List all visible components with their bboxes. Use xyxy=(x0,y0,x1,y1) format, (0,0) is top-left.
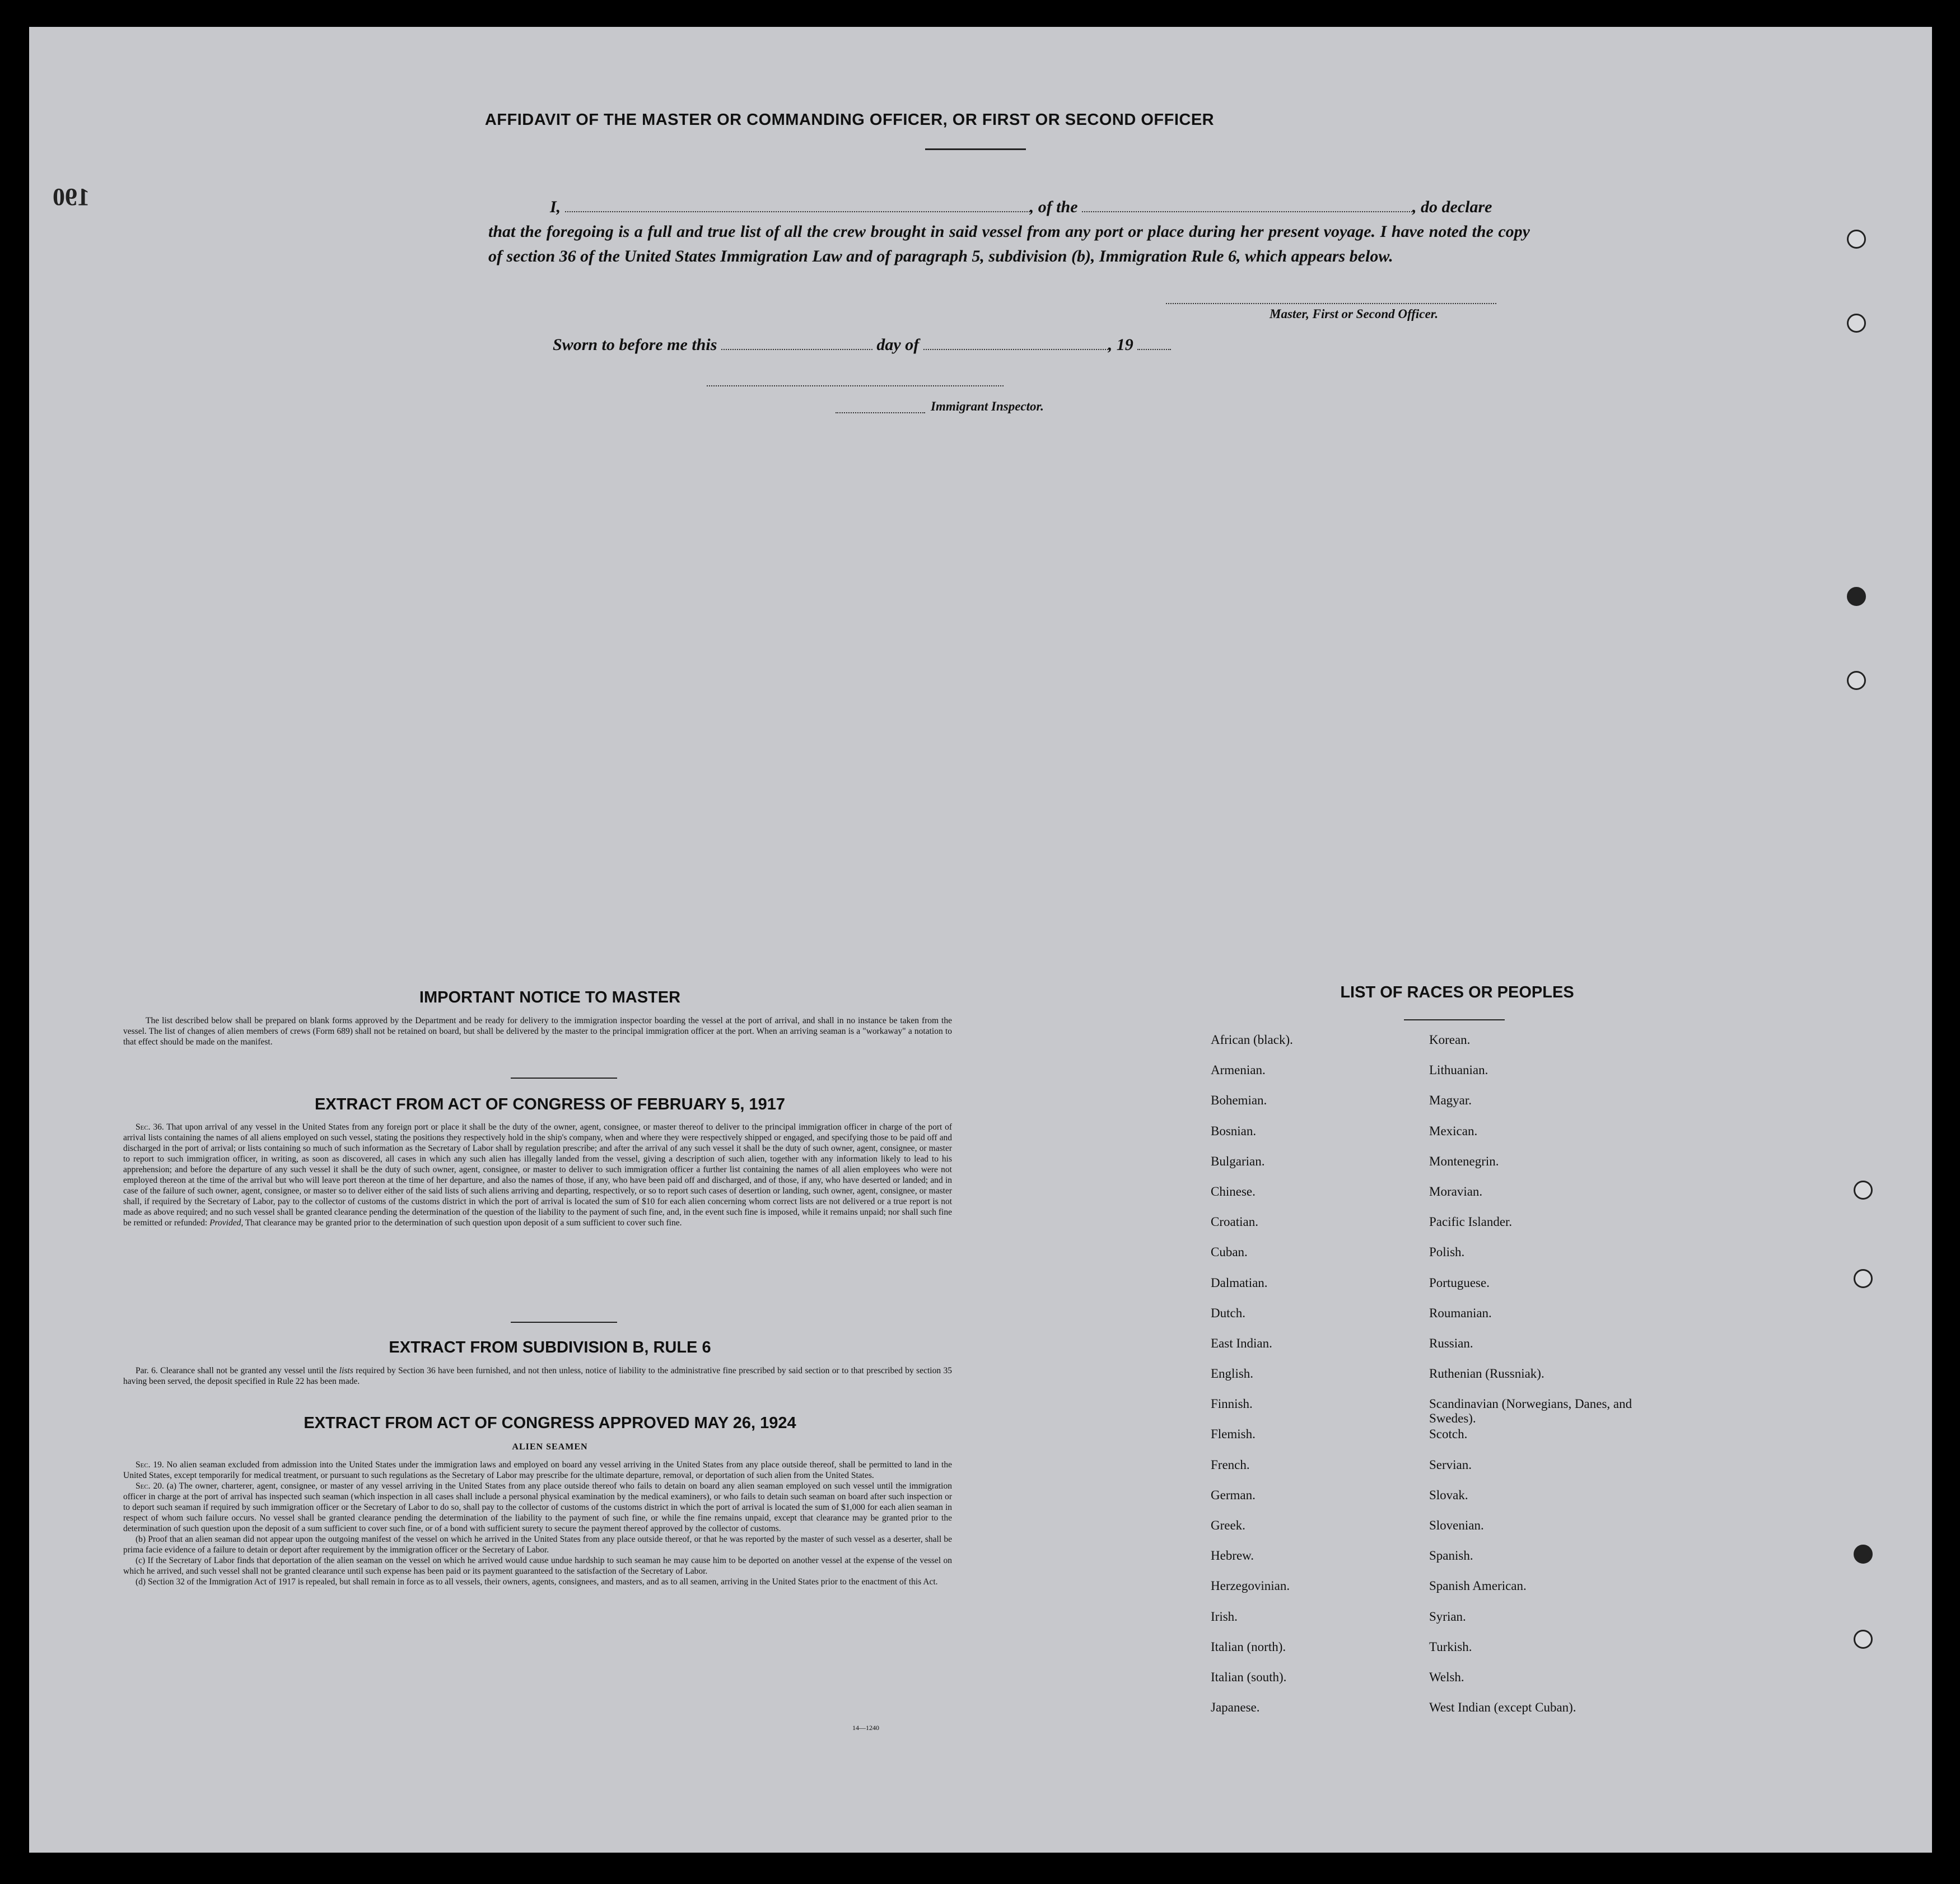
affidavit-title: AFFIDAVIT OF THE MASTER OR COMMANDING OFFICER, OR FIRST OR SECOND OFFICER xyxy=(484,111,1215,129)
affidavit-title-rule xyxy=(925,148,1026,150)
notice-text: The list described below shall be prepared on blank forms approved by the Department and be ready for delivery to the immigration inspector boarding the vessel at the port of arrival, and shall in no instance be taken from the vessel. The list of changes of alien members of crews (Form 689) shall not be retained on board, but shall be delivered by the master to the principal immigration officer at the port. When an arriving seaman is a "workaway" a notation to that effect should be made on the manifest. xyxy=(123,1016,952,1047)
races-title-rule xyxy=(1404,1019,1505,1020)
rule-6-title: EXTRACT FROM SUBDIVISION B, RULE 6 xyxy=(389,1339,711,1356)
race-item: Pacific Islander. xyxy=(1429,1215,1513,1229)
section-20c-text: (c) If the Secretary of Labor finds that deportation of the alien seaman on the vessel on which he arrived would cause undue hardship to such seaman he may cause him to be deported on another vessel at the expense of the vessel on which he arrived, and such vessel shall not be granted clearance until such expense has been paid or its payment guaranteed to the satisfaction of the Secretary of Labor. xyxy=(123,1556,952,1576)
section-36-label: Sec. 36. xyxy=(136,1122,164,1132)
name-blank xyxy=(565,199,1030,212)
race-item: Greek. xyxy=(1211,1518,1245,1532)
rule-6-part-a: Par. 6. Clearance shall not be granted any vessel until the xyxy=(136,1366,337,1375)
race-item: German. xyxy=(1211,1487,1256,1502)
alien-seamen-subtitle: ALIEN SEAMEN xyxy=(512,1442,588,1452)
races-title: LIST OF RACES OR PEOPLES xyxy=(1340,983,1574,1001)
race-item: Irish. xyxy=(1211,1609,1238,1624)
extract-1924-title: EXTRACT FROM ACT OF CONGRESS APPROVED MAY 26, 1924 xyxy=(304,1414,796,1432)
races-column-1 xyxy=(1211,1033,1412,1731)
rule-6-text xyxy=(123,1365,952,1387)
section-20d-text: (d) Section 32 of the Immigration Act of 1917 is repealed, but shall remain in force as to all vessels, their owners, agents, consignees, and masters, and as to all seamen, arriving in the United States prior to the enactment of this Act. xyxy=(136,1577,938,1587)
race-item: French. xyxy=(1211,1457,1250,1472)
race-item: Croatian. xyxy=(1211,1215,1258,1229)
extract-1917-rule xyxy=(511,1322,617,1323)
sworn-line xyxy=(553,333,1281,357)
race-item: Finnish. xyxy=(1211,1397,1253,1411)
race-item: Herzegovinian. xyxy=(1211,1579,1290,1593)
race-item: Roumanian. xyxy=(1429,1305,1492,1320)
race-item: Slovenian. xyxy=(1429,1518,1484,1532)
margin-number: 190 xyxy=(53,183,90,211)
race-item: Mexican. xyxy=(1429,1123,1478,1138)
inspector-label: Immigrant Inspector. xyxy=(931,399,1044,413)
rule-6-lists: lists xyxy=(339,1366,353,1375)
affidavit-i: I, xyxy=(550,198,561,216)
punch-hole xyxy=(1854,1545,1873,1564)
race-item: Bulgarian. xyxy=(1211,1154,1265,1168)
rule-6-part-b: required by Section 36 have been furnished, and not then unless, notice of liability to the administrative fine prescribed by said section or to that prescribed by section 35 having been served, the deposit specified in Rule 22 has been made. xyxy=(123,1366,953,1386)
form-number: 14—1240 xyxy=(852,1724,879,1732)
punch-hole xyxy=(1847,587,1866,606)
race-item: Bosnian. xyxy=(1211,1123,1257,1138)
section-19-body: No alien seaman excluded from admission into the United States under the immigration laws and employed on board any vessel arriving in the United States from any place outside thereof, shall be permitted to land in the United States, except temporarily for medical treatment, or pursuant to such regulations as the Secretary of Labor may prescribe for the ultimate departure, removal, or deportation of such alien from the United States. xyxy=(123,1460,952,1480)
sworn-prefix: Sworn to before me this xyxy=(553,335,717,354)
race-item: Scandinavian (Norwegians, Danes, and Swedes). xyxy=(1429,1397,1632,1426)
notice-body xyxy=(123,1015,952,1047)
section-19-label: Sec. 19. xyxy=(136,1460,164,1470)
rule-6-body xyxy=(123,1365,952,1387)
race-item: Magyar. xyxy=(1429,1093,1472,1108)
race-item: Armenian. xyxy=(1211,1063,1266,1078)
section-36-end: That clearance may be granted prior to the determination of such question upon deposit of a sum sufficient to cover such fine. xyxy=(245,1218,682,1228)
race-item: Chinese. xyxy=(1211,1184,1256,1199)
sworn-day-blank xyxy=(721,337,872,350)
race-item: East Indian. xyxy=(1211,1336,1272,1350)
notice-rule xyxy=(511,1078,617,1079)
race-item: Welsh. xyxy=(1429,1670,1464,1684)
race-item: West Indian (except Cuban). xyxy=(1429,1700,1576,1715)
section-20b-text: (b) Proof that an alien seaman did not appear upon the outgoing manifest of the vessel on which he arrived in the United States from any place outside thereof, or that he was reported by the master of such vessel as a deserter, shall be prima facie evidence of a failure to detain or deport after requirement by the immigration officer or the Secretary of Labor. xyxy=(123,1535,952,1555)
punch-hole xyxy=(1854,1630,1873,1649)
race-item: Hebrew. xyxy=(1211,1549,1254,1563)
inspector-signature-line xyxy=(707,385,1004,386)
sworn-year-blank xyxy=(1137,337,1171,350)
notice-title: IMPORTANT NOTICE TO MASTER xyxy=(419,988,681,1006)
race-item: Scotch. xyxy=(1429,1427,1468,1442)
section-20a-text xyxy=(123,1481,952,1534)
master-label: Master, First or Second Officer. xyxy=(1270,307,1439,321)
race-item: Dutch. xyxy=(1211,1305,1245,1320)
section-20-label: Sec. 20. xyxy=(136,1481,164,1491)
race-item: Montenegrin. xyxy=(1429,1154,1499,1168)
master-signature-line xyxy=(1166,303,1496,304)
punch-hole xyxy=(1847,230,1866,249)
race-item: Slovak. xyxy=(1429,1487,1468,1502)
race-item: Turkish. xyxy=(1429,1639,1472,1654)
sworn-year: , 19 xyxy=(1108,335,1133,354)
affidavit-line-1 xyxy=(488,195,1530,220)
race-item: Spanish American. xyxy=(1429,1579,1527,1593)
punch-hole xyxy=(1847,314,1866,333)
race-item: Ruthenian (Russniak). xyxy=(1429,1367,1544,1381)
section-19-text xyxy=(123,1459,952,1481)
affidavit-body: that the foregoing is a full and true list of all the crew brought in said vessel from any port or place during her present voyage. I have noted the copy of section 36 of the United States Immigration Law and of paragraph 5, subdivision (b), Immigration Rule 6, which appears below. xyxy=(488,222,1530,265)
punch-hole xyxy=(1854,1269,1873,1288)
extract-1917-body xyxy=(123,1122,952,1228)
race-item: English. xyxy=(1211,1367,1254,1381)
inspector-sub-line xyxy=(836,412,925,413)
sworn-day-of: day of xyxy=(876,335,920,354)
race-item: Portuguese. xyxy=(1429,1275,1490,1290)
section-20a-body: (a) The owner, charterer, agent, consignee, or master of any vessel arriving in the United States from any place outside thereof who fails to detain on board any alien seaman employed on such vessel until the immigration officer in charge at the port of arrival has inspected such seaman (which inspection in all cases shall include a personal physical examination by the medical examiners), or who fails to detain such seaman on board after such inspection or to deport such seaman if required by such immigration officer or the Secretary of Labor to do so, shall pay to the collector of customs of the customs district in which the port of arrival is located the sum of $1,000 for each alien seaman in respect of whom such failure occurs. No vessel shall be granted clearance pending the determination of the liability to the payment of such fine, or while the fine remains unpaid, except that clearance may be granted prior to the determination of such question upon the deposit of a sum sufficient to cover such fine, or of a bond with sufficient surety to secure the payment thereof approved by the collector of customs. xyxy=(123,1481,952,1533)
race-item: Korean. xyxy=(1429,1033,1471,1047)
race-item: African (black). xyxy=(1211,1033,1293,1047)
section-36-provided: Provided, xyxy=(209,1218,244,1228)
document-page xyxy=(29,27,1932,1853)
race-item: Bohemian. xyxy=(1211,1093,1267,1108)
extract-1924-body xyxy=(123,1459,952,1587)
section-36-body: That upon arrival of any vessel in the United States from any foreign port or place it shall be the duty of the owner, agent, consignee, or master thereof to deliver to the principal immigration officer in charge of the port of arrival lists containing the names of all aliens employed on such vessel, stating the positions they respectively hold in the ship's company, when and where they were respectively shipped or engaged, and specifying those to be paid off and discharged in the port of arrival; or lists containing so much of such information as the Secretary of Labor shall by regulation prescribe; and after the arrival of any such vessel it shall be the duty of such owner, agent, consignee, or master to report to such immigration officer, in writing, as soon as discovered, all cases in which any such alien has illegally landed from the vessel, giving a description of such alien, together with any information likely to lead to his apprehension; and before the departure of any such vessel it shall be the duty of such owner, agent, consignee, or master to deliver to such immigration officer a further list containing the names of all alien employees who were not employed thereon at the time of the arrival but who will leave port thereon at the time of her departure, and also the names of those, if any, who have been paid off and discharged, and of those, if any, who have deserted or landed; and in case of the failure of such owner, agent, consignee, or master so to deliver either of the said lists of such aliens arriving and departing, respectively, or so to report such cases of desertion or landing, such owner, agent, consignee, or master shall, if required by the Secretary of Labor, pay to the collector of customs of the customs district in which the port of arrival is located the sum of $10 for each alien concerning whom correct lists are not delivered or a true report is not made as above required; and no such vessel shall be granted clearance pending the determination of the question of the liability to the payment of such fine, and, in the event such fine is imposed, while it remains unpaid; nor shall such fine be remitted or refunded: xyxy=(123,1122,952,1228)
race-item: Polish. xyxy=(1429,1245,1465,1260)
races-column-2 xyxy=(1429,1033,1653,1731)
race-item: Moravian. xyxy=(1429,1184,1483,1199)
affidavit-declare: , do declare xyxy=(1412,198,1492,216)
race-item: Dalmatian. xyxy=(1211,1275,1268,1290)
race-item: Italian (north). xyxy=(1211,1639,1286,1654)
race-item: Spanish. xyxy=(1429,1549,1473,1563)
vessel-blank xyxy=(1082,199,1412,212)
race-item: Servian. xyxy=(1429,1457,1472,1472)
affidavit-statement xyxy=(488,195,1530,269)
sworn-month-blank xyxy=(923,337,1108,350)
race-item: Cuban. xyxy=(1211,1245,1248,1260)
race-item: Lithuanian. xyxy=(1429,1063,1488,1078)
race-item: Syrian. xyxy=(1429,1609,1466,1624)
race-item: Flemish. xyxy=(1211,1427,1256,1442)
punch-hole xyxy=(1847,671,1866,690)
punch-hole xyxy=(1854,1181,1873,1200)
race-item: Russian. xyxy=(1429,1336,1473,1350)
race-item: Japanese. xyxy=(1211,1700,1260,1715)
extract-1917-title: EXTRACT FROM ACT OF CONGRESS OF FEBRUARY 5, 1917 xyxy=(314,1095,786,1113)
race-item: Italian (south). xyxy=(1211,1670,1287,1684)
section-36-text xyxy=(123,1122,952,1228)
affidavit-of-the: , of the xyxy=(1029,198,1078,216)
